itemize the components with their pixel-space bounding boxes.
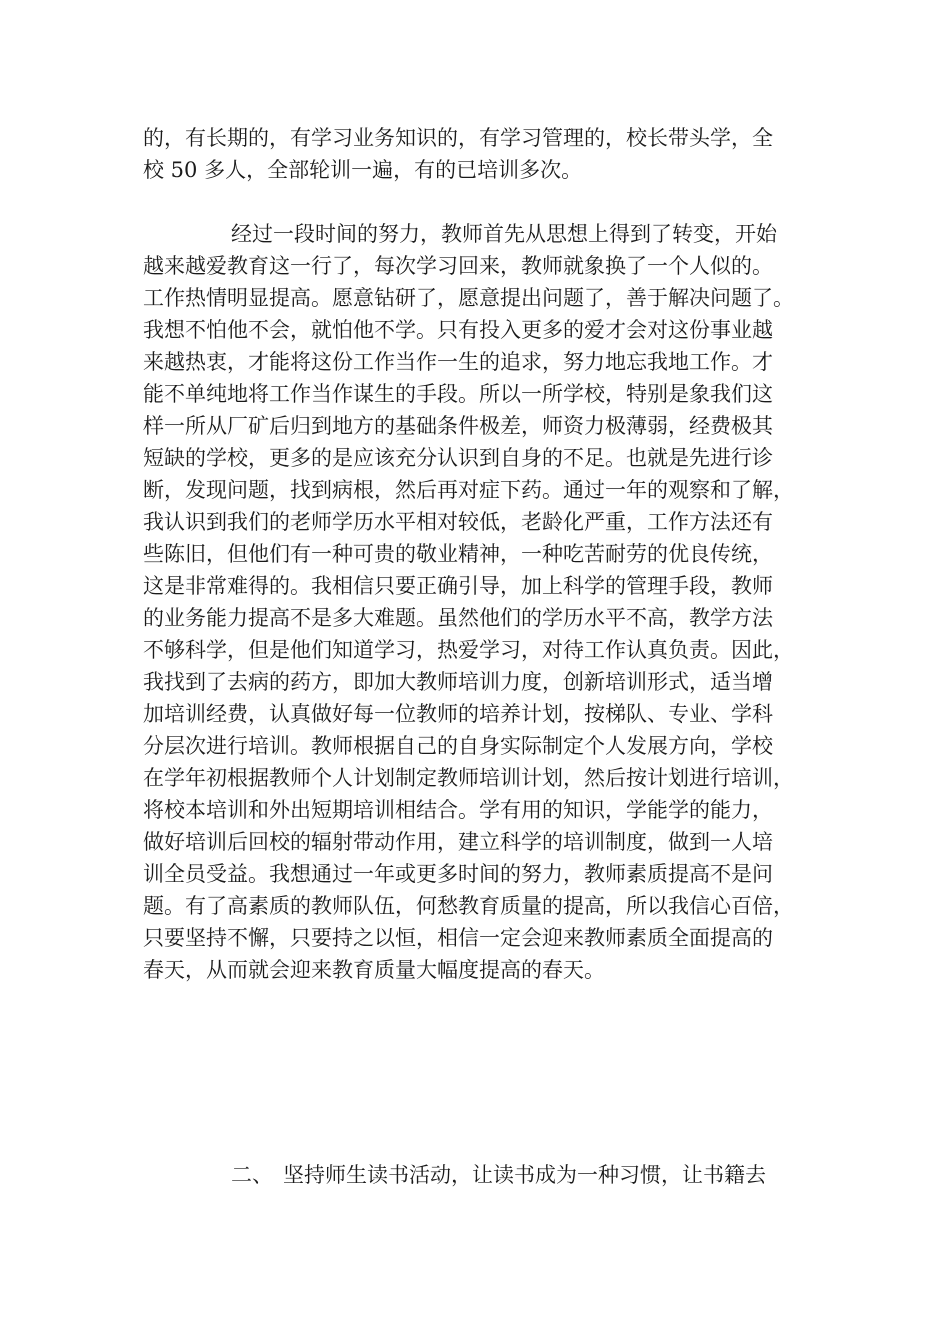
text-line: 样一所从厂矿后归到地方的基础条件极差，师资力极薄弱，经费极其 xyxy=(143,414,773,438)
text-line: 训全员受益。我想通过一年或更多时间的努力，教师素质提高不是问 xyxy=(143,862,773,886)
text-line: 短缺的学校，更多的是应该充分认识到自身的不足。也就是先进行诊 xyxy=(143,446,773,470)
text-line: 在学年初根据教师个人计划制定教师培训计划，然后按计划进行培训， xyxy=(143,766,794,790)
section-heading-two xyxy=(143,1159,833,1191)
text-line: 将校本培训和外出短期培训相结合。学有用的知识，学能学的能力， xyxy=(143,798,773,822)
text-line: 我找到了去病的药方，即加大教师培训力度，创新培训形式，适当增 xyxy=(143,670,773,694)
heading-line xyxy=(143,1159,833,1191)
text-line: 只要坚持不懈，只要持之以恒，相信一定会迎来教师素质全面提高的 xyxy=(143,926,773,950)
paragraph-continued xyxy=(143,122,833,186)
text-line: 些陈旧，但他们有一种可贵的敬业精神，一种吃苦耐劳的优良传统， xyxy=(143,542,773,566)
text-line: 工作热情明显提高。愿意钻研了，愿意提出问题了，善于解决问题了。 xyxy=(143,286,794,310)
text-line: 题。有了高素质的教师队伍，何愁教育质量的提高，所以我信心百倍， xyxy=(143,894,794,918)
text-line: 我想不怕他不会，就怕他不学。只有投入更多的爱才会对这份事业越 xyxy=(143,318,773,342)
text-line: 的，有长期的，有学习业务知识的，有学习管理的，校长带头学，全 xyxy=(143,126,773,150)
heading-text: 坚持师生读书活动，让读书成为一种习惯，让书籍去 xyxy=(283,1163,766,1187)
text-line: 我认识到我们的老师学历水平相对较低，老龄化严重，工作方法还有 xyxy=(143,510,773,534)
text-line: 春天，从而就会迎来教育质量大幅度提高的春天。 xyxy=(143,958,605,982)
text-line: 断，发现问题，找到病根，然后再对症下药。通过一年的观察和了解， xyxy=(143,478,794,502)
text-line: 经过一段时间的努力，教师首先从思想上得到了转变，开始 xyxy=(231,222,777,246)
text-line: 做好培训后回校的辐射带动作用，建立科学的培训制度，做到一人培 xyxy=(143,830,773,854)
text-line: 能不单纯地将工作当作谋生的手段。所以一所学校，特别是象我们这 xyxy=(143,382,773,406)
heading-number: 二、 xyxy=(231,1163,273,1187)
text-line: 这是非常难得的。我相信只要正确引导，加上科学的管理手段，教师 xyxy=(143,574,773,598)
text-line: 校 50 多人，全部轮训一遍，有的已培训多次。 xyxy=(143,158,583,182)
text-line: 的业务能力提高不是多大难题。虽然他们的学历水平不高，教学方法 xyxy=(143,606,773,630)
text-line: 越来越爱教育这一行了，每次学习回来，教师就象换了一个人似的。 xyxy=(143,254,773,278)
text-line: 不够科学，但是他们知道学习，热爱学习，对待工作认真负责。因此， xyxy=(143,638,794,662)
text-line: 来越热衷，才能将这份工作当作一生的追求，努力地忘我地工作。才 xyxy=(143,350,773,374)
text-line: 加培训经费，认真做好每一位教师的培养计划，按梯队、专业、学科 xyxy=(143,702,773,726)
text-line: 分层次进行培训。教师根据自己的自身实际制定个人发展方向，学校 xyxy=(143,734,773,758)
paragraph-teacher-training xyxy=(143,218,833,986)
